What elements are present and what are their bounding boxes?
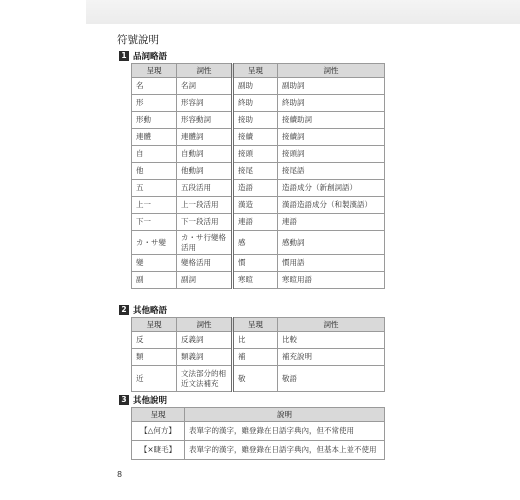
table-cell: 補 xyxy=(233,349,278,366)
table-cell: 形動 xyxy=(132,112,177,129)
table-row xyxy=(132,272,385,289)
other-notes-table xyxy=(131,407,385,460)
table-cell: 終助 xyxy=(233,95,278,112)
column-header: 呈現 xyxy=(233,318,278,332)
table-row xyxy=(132,78,385,95)
page-title: 符號說明 xyxy=(117,34,159,46)
table-cell: 慣用語 xyxy=(278,255,385,272)
table-header-row xyxy=(132,64,385,78)
table-cell: 敬 xyxy=(233,366,278,392)
table-cell: 反義詞 xyxy=(177,332,233,349)
table-row xyxy=(132,332,385,349)
table-cell: カ・サ變 xyxy=(132,231,177,255)
table-row xyxy=(132,180,385,197)
column-header: 呈現 xyxy=(132,408,185,422)
other-abbreviations-table xyxy=(131,317,385,392)
table-row xyxy=(132,163,385,180)
table-cell: 寒暄 xyxy=(233,272,278,289)
table-cell: 形 xyxy=(132,95,177,112)
table-cell: 自 xyxy=(132,146,177,163)
table-cell: 上一段活用 xyxy=(177,197,233,214)
table-cell: 副詞 xyxy=(177,272,233,289)
table-cell: 上一 xyxy=(132,197,177,214)
table-cell: 連體 xyxy=(132,129,177,146)
section-3-heading xyxy=(119,394,167,406)
table-cell: 類 xyxy=(132,349,177,366)
table-cell: 漢造 xyxy=(233,197,278,214)
table-cell: 形容動詞 xyxy=(177,112,233,129)
table-row xyxy=(132,441,385,460)
table-row xyxy=(132,231,385,255)
table-cell: 五 xyxy=(132,180,177,197)
table-cell: 【×睫毛】 xyxy=(132,441,185,460)
table-cell: 副助詞 xyxy=(278,78,385,95)
table-cell: 接尾語 xyxy=(278,163,385,180)
section-2-heading xyxy=(119,304,167,316)
table-cell: 接續 xyxy=(233,129,278,146)
table-row xyxy=(132,146,385,163)
table-cell: 終助詞 xyxy=(278,95,385,112)
table-cell: 連語 xyxy=(278,214,385,231)
section-3-number: 3 xyxy=(119,395,129,405)
section-1-number: 1 xyxy=(119,51,129,61)
table-cell: 副助 xyxy=(233,78,278,95)
table-row xyxy=(132,197,385,214)
table-row xyxy=(132,349,385,366)
table-header-row xyxy=(132,408,385,422)
table-row xyxy=(132,366,385,392)
table-cell: 他動詞 xyxy=(177,163,233,180)
table-cell: 敬語 xyxy=(278,366,385,392)
table-cell: 表單字的漢字，雖登錄在日語字典內，但不常使用 xyxy=(185,422,385,441)
page-number: 8 xyxy=(117,470,123,479)
table-cell: 近 xyxy=(132,366,177,392)
column-header: 詞性 xyxy=(278,64,385,78)
table-row xyxy=(132,112,385,129)
table-cell: 下一 xyxy=(132,214,177,231)
table-cell: 漢語造語成分（和製漢語） xyxy=(278,197,385,214)
section-1-heading xyxy=(119,50,167,62)
section-2-number: 2 xyxy=(119,305,129,315)
table-cell: 【△何方】 xyxy=(132,422,185,441)
table-cell: 接頭詞 xyxy=(278,146,385,163)
section-2-title: 其他略語 xyxy=(133,306,168,316)
top-bar xyxy=(86,0,520,24)
table-cell: 連體詞 xyxy=(177,129,233,146)
table-cell: 五段活用 xyxy=(177,180,233,197)
table-cell: 感 xyxy=(233,231,278,255)
table-cell: 補充說明 xyxy=(278,349,385,366)
table-row xyxy=(132,95,385,112)
table-cell: 形容詞 xyxy=(177,95,233,112)
table-cell: 寒暄用語 xyxy=(278,272,385,289)
section-3-title: 其他說明 xyxy=(133,396,168,406)
part-of-speech-table xyxy=(131,63,385,289)
column-header: 呈現 xyxy=(132,64,177,78)
table-row xyxy=(132,422,385,441)
table-cell: 比較 xyxy=(278,332,385,349)
table-cell: 接續詞 xyxy=(278,129,385,146)
table-cell: カ・サ行變格活用 xyxy=(177,231,233,255)
column-header: 詞性 xyxy=(177,64,233,78)
table-row xyxy=(132,129,385,146)
table-cell: 副 xyxy=(132,272,177,289)
table-row xyxy=(132,255,385,272)
table-cell: 名詞 xyxy=(177,78,233,95)
table-cell: 造語成分（新創詞語） xyxy=(278,180,385,197)
table-cell: 接續助詞 xyxy=(278,112,385,129)
table-cell: 感動詞 xyxy=(278,231,385,255)
table-cell: 連語 xyxy=(233,214,278,231)
table-cell: 變 xyxy=(132,255,177,272)
table-cell: 他 xyxy=(132,163,177,180)
table-cell: 接助 xyxy=(233,112,278,129)
table-cell: 接尾 xyxy=(233,163,278,180)
section-1-title: 品詞略語 xyxy=(133,52,168,62)
table-cell: 接頭 xyxy=(233,146,278,163)
table-row xyxy=(132,214,385,231)
table-cell: 文法部分的相近文法補充 xyxy=(177,366,233,392)
table-cell: 比 xyxy=(233,332,278,349)
column-header: 說明 xyxy=(185,408,385,422)
table-cell: 變格活用 xyxy=(177,255,233,272)
table-header-row xyxy=(132,318,385,332)
column-header: 呈現 xyxy=(233,64,278,78)
table-cell: 下一段活用 xyxy=(177,214,233,231)
table-cell: 類義詞 xyxy=(177,349,233,366)
column-header: 詞性 xyxy=(177,318,233,332)
table-cell: 名 xyxy=(132,78,177,95)
table-cell: 自動詞 xyxy=(177,146,233,163)
column-header: 詞性 xyxy=(278,318,385,332)
column-header: 呈現 xyxy=(132,318,177,332)
table-cell: 造語 xyxy=(233,180,278,197)
table-cell: 表單字的漢字，雖登錄在日語字典內，但基本上並不使用 xyxy=(185,441,385,460)
table-cell: 慣 xyxy=(233,255,278,272)
table-cell: 反 xyxy=(132,332,177,349)
